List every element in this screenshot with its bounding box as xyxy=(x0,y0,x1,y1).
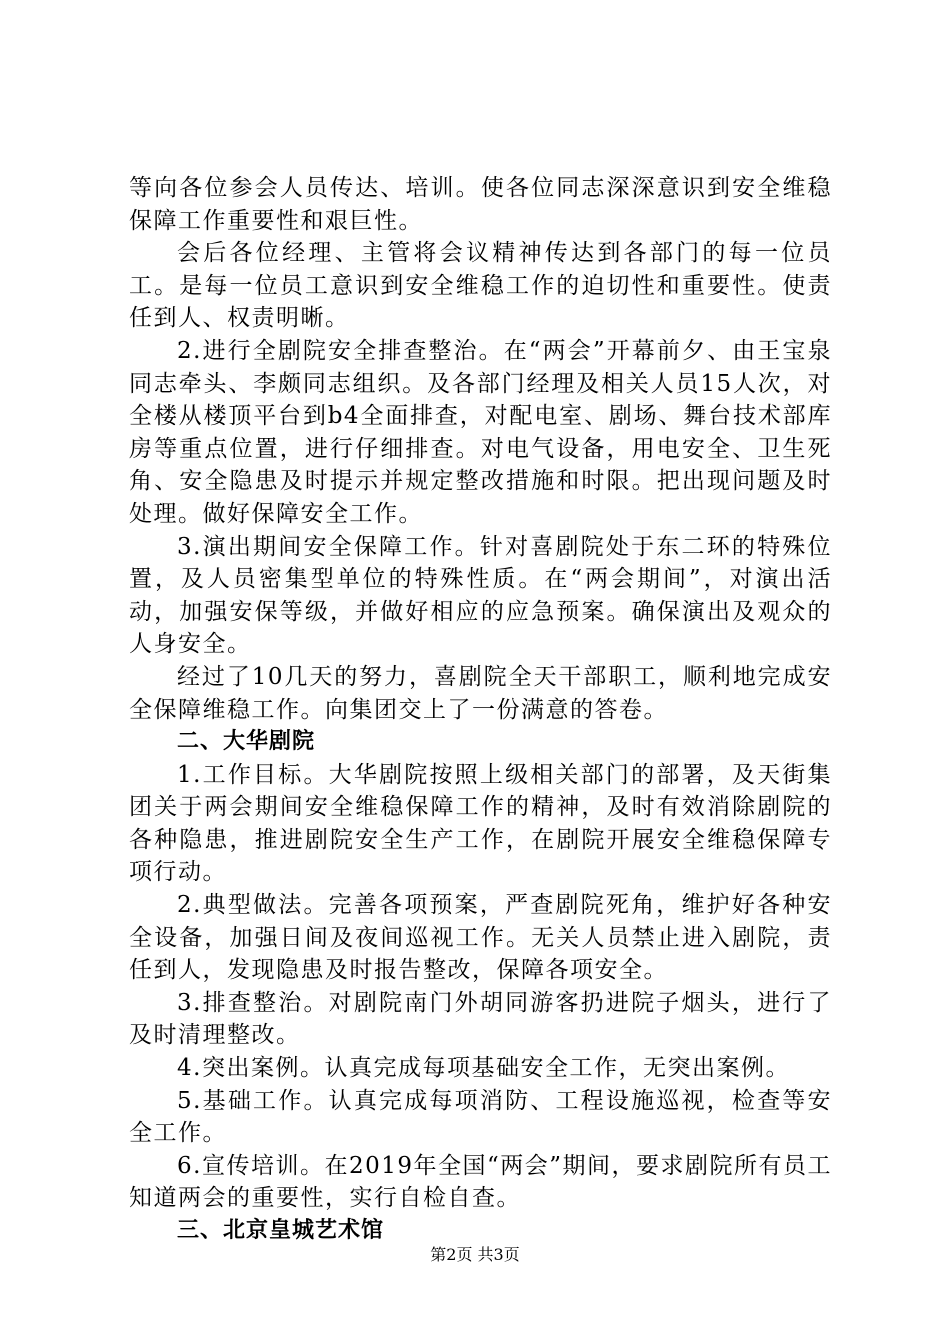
section-heading: 三、北京皇城艺术馆 xyxy=(177,1218,385,1243)
paragraph: 经过了10几天的努力，喜剧院全天干部职工，顺利地完成安全保障维稳工作。向集团交上了一份满意的答卷。 xyxy=(129,663,832,723)
paragraph: 等向各位参会人员传达、培训。使各位同志深深意识到安全维稳保障工作重要性和艰巨性。 xyxy=(129,175,832,234)
paragraph: 会后各位经理、主管将会议精神传达到各部门的每一位员工。是每一位员工意识到安全维稳工作的迫切性和重要性。使责任到人、权责明晰。 xyxy=(129,240,832,332)
section-heading: 二、大华剧院 xyxy=(177,729,316,755)
paragraph: 2.进行全剧院安全排查整治。在“两会”开幕前夕、由王宝泉同志牵头、李颇同志组织。及各部门经理及相关人员15人次，对全楼从楼顶平台到b4全面排查，对配电室、剧场、舞台技术部库房等重点位置，进行仔细排查。对电气设备，用电安全、卫生死角、安全隐患及时提示并规定整改措施和时限。把出现问题及时处理。做好保障安全工作。 xyxy=(129,337,832,527)
paragraph: 4.突出案例。认真完成每项基础安全工作，无突出案例。 xyxy=(177,1055,790,1082)
paragraph: 3.演出期间安全保障工作。针对喜剧院处于东二环的特殊位置，及人员密集型单位的特殊性质。在“两会期间”，对演出活动，加强安保等级，并做好相应的应急预案。确保演出及观众的人身安全。 xyxy=(129,533,832,658)
paragraph: 5.基础工作。认真完成每项消防、工程设施巡视，检查等安全工作。 xyxy=(129,1087,832,1147)
paragraph: 1.工作目标。大华剧院按照上级相关部门的部署，及天街集团关于两会期间安全维稳保障工作的精神，及时有效消除剧院的各种隐患，推进剧院安全生产工作，在剧院开展安全维稳保障专项行动。 xyxy=(129,761,832,886)
document-body xyxy=(129,172,832,1248)
paragraph: 6.宣传培训。在2019年全国“两会”期间，要求剧院所有员工知道两会的重要性，实行自检自查。 xyxy=(129,1152,832,1212)
page-footer: 第2页 共3页 xyxy=(430,1245,520,1264)
paragraph: 3.排查整治。对剧院南门外胡同游客扔进院子烟头，进行了及时清理整改。 xyxy=(129,989,832,1049)
paragraph: 2.典型做法。完善各项预案，严查剧院死角，维护好各种安全设备，加强日间及夜间巡视工作。无关人员禁止进入剧院，责任到人，发现隐患及时报告整改，保障各项安全。 xyxy=(129,892,832,984)
